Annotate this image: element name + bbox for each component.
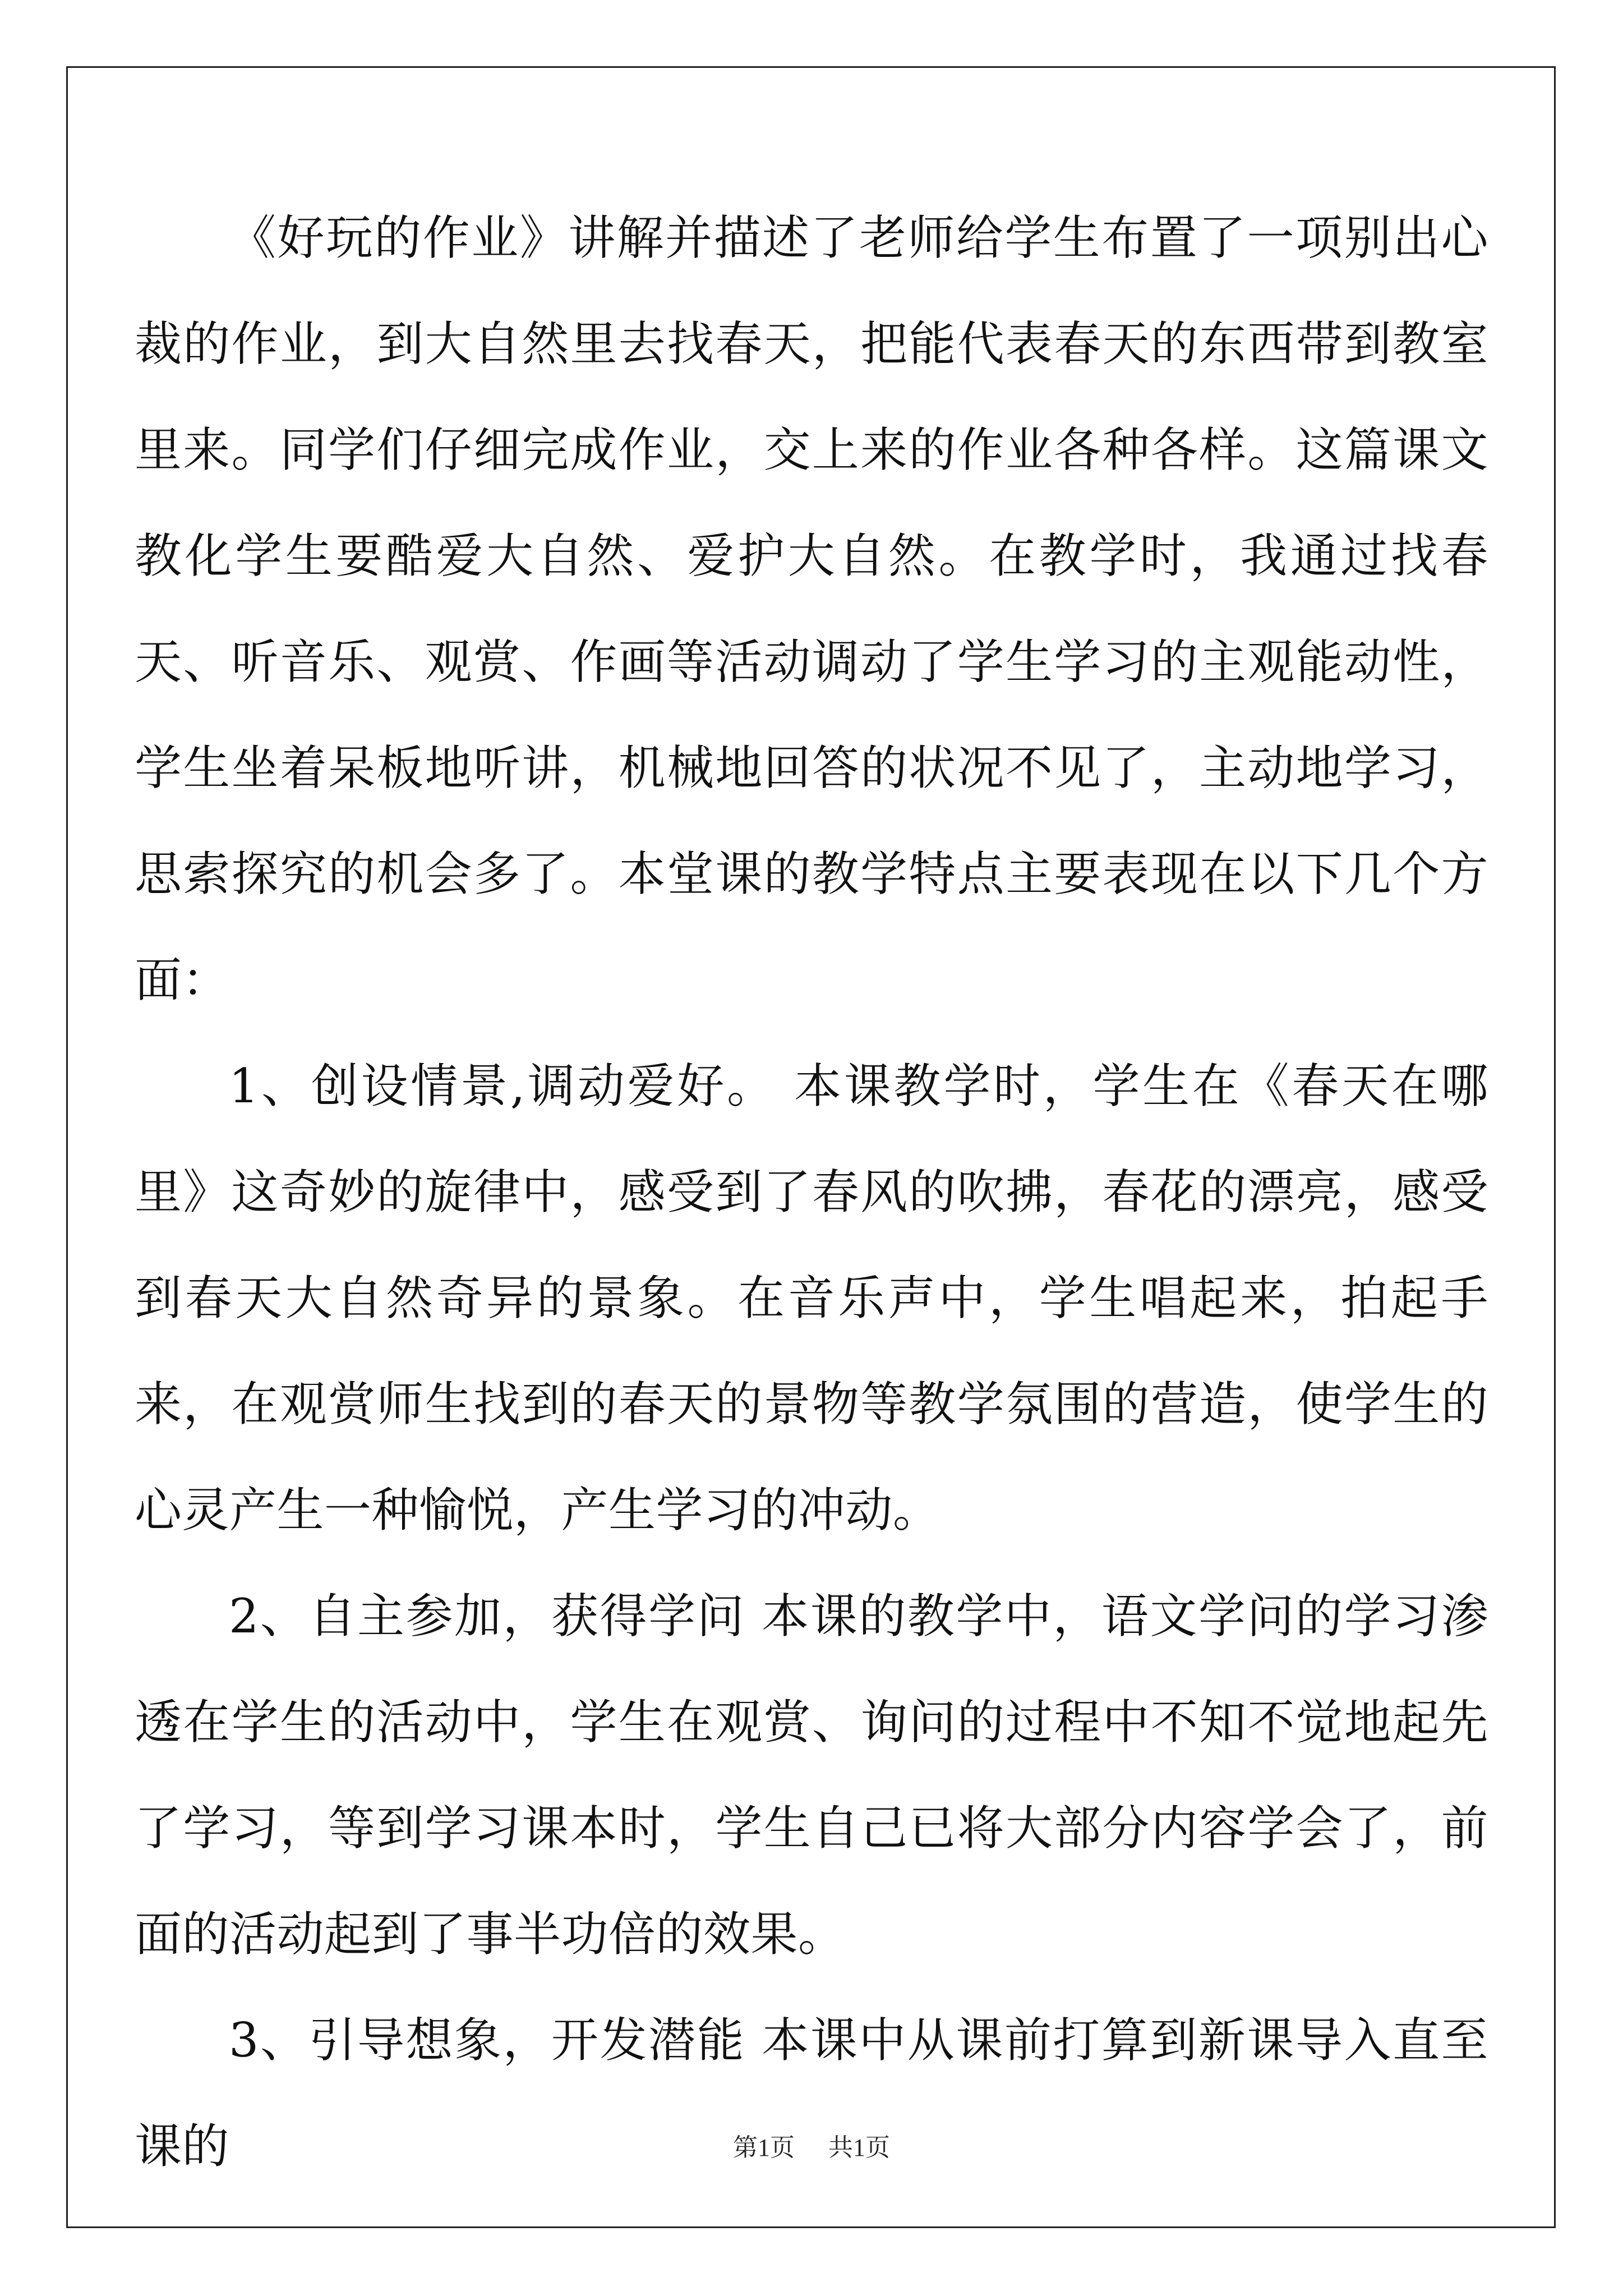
page-number-current: 第1页 — [733, 2134, 795, 2161]
page-number-total: 共1页 — [828, 2134, 890, 2161]
paragraph-point-1: 1、创设情景,调动爱好。 本课教学时，学生在《春天在哪里》这奇妙的旋律中，感受到了春风的吹拂，春花的漂亮，感受到春天大自然奇异的景象。在音乐声中，学生唱起来，拍起手来，在观赏师生找到的春天的景物等教学氛围的营造，使学生的心灵产生一种愉悦，产生学习的冲动。 — [135, 1059, 1488, 1538]
paragraph-point-2: 2、自主参加，获得学问 本课的教学中，语文学问的学习渗透在学生的活动中，学生在观赏、询问的过程中不知不觉地起先了学习，等到学习课本时，学生自己已将大部分内容学会了，前面的活动起到了事半功倍的效果。 — [135, 1589, 1488, 1962]
document-body — [135, 185, 1488, 2200]
page-footer — [0, 2127, 1623, 2163]
paragraph-intro: 《好玩的作业》讲解并描述了老师给学生布置了一项别出心裁的作业，到大自然里去找春天，把能代表春天的东西带到教室里来。同学们仔细完成作业，交上来的作业各种各样。这篇课文教化学生要酷爱大自然、爱护大自然。在教学时，我通过找春天、听音乐、观赏、作画等活动调动了学生学习的主观能动性，学生坐着呆板地听讲，机械地回答的状况不见了，主动地学习，思索探究的机会多了。本堂课的教学特点主要表现在以下几个方面： — [135, 210, 1488, 1007]
paragraph-point-3: 3、引导想象，开发潜能 本课中从课前打算到新课导入直至课的 — [135, 2013, 1488, 2174]
